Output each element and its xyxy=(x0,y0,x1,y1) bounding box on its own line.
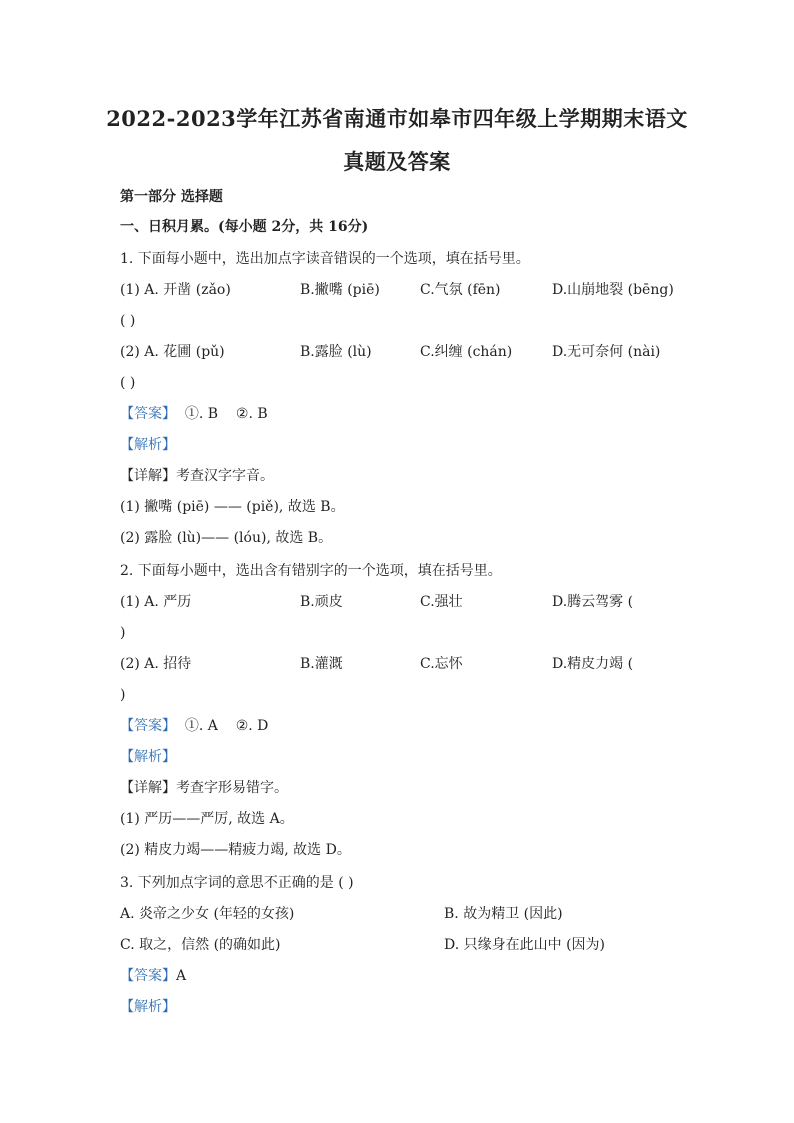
q2-detail-label: 【详解】 xyxy=(120,780,176,796)
q3-answer-label: 【答案】 xyxy=(120,968,176,984)
q1-row2-bracket: ( ) xyxy=(120,375,136,391)
q1-detail-2: (2) 露脸 (lù)—— (lóu), 故选 B。 xyxy=(120,530,333,546)
q1-row2-option-d: D.无可奈何 (nài) xyxy=(552,344,661,360)
part-heading: 第一部分 选择题 xyxy=(120,189,223,205)
q1-detail-line xyxy=(120,467,274,485)
q3-option-b: B. 故为精卫 (因此) xyxy=(444,906,563,922)
q1-row1-option-c: C.气氛 (fēn) xyxy=(420,282,501,298)
q1-answer-value: ①. B ②. B xyxy=(176,406,268,422)
q2-answer-line xyxy=(120,717,268,735)
q2-detail-1: (1) 严历——严厉, 故选 A。 xyxy=(120,811,294,827)
q1-analysis-label: 【解析】 xyxy=(120,437,176,453)
q1-row1-option-b: B.撇嘴 (piē) xyxy=(300,282,380,298)
q3-option-d: D. 只缘身在此山中 (因为) xyxy=(444,937,605,953)
q2-detail-2: (2) 精皮力竭——精疲力竭, 故选 D。 xyxy=(120,842,351,858)
q2-detail-line xyxy=(120,779,288,797)
q1-row1-option-d: D.山崩地裂 (bēng) xyxy=(552,282,674,298)
q2-analysis-label: 【解析】 xyxy=(120,749,176,765)
q3-option-c: C. 取之，信然 (的确如此) xyxy=(120,937,281,953)
q2-row1-option-a: (1) A. 严历 xyxy=(120,594,192,610)
q2-row2-option-d: D.精皮力竭 ( xyxy=(552,656,634,672)
q2-row1-option-d: D.腾云驾雾 ( xyxy=(552,594,634,610)
q2-row1-option-b: B.顽皮 xyxy=(300,594,343,610)
q1-answer-label: 【答案】 xyxy=(120,406,176,422)
document-title-line1: 2022-2023学年江苏省南通市如皋市四年级上学期期末语文 xyxy=(106,106,688,131)
q1-answer-line xyxy=(120,405,268,423)
q3-answer-value: A xyxy=(176,968,187,984)
q2-answer-label: 【答案】 xyxy=(120,718,176,734)
q2-row2-bracket: ) xyxy=(120,687,126,703)
q1-detail-1: (1) 撇嘴 (piē) —— (piě), 故选 B。 xyxy=(120,499,345,515)
q1-row2-option-c: C.纠缠 (chán) xyxy=(420,344,513,360)
q3-stem: 3. 下列加点字词的意思不正确的是 ( ) xyxy=(120,875,354,891)
q1-detail-text: 考查汉字字音。 xyxy=(176,468,274,484)
q2-row1-bracket: ) xyxy=(120,625,126,641)
q3-option-a: A. 炎帝之少女 (年轻的女孩) xyxy=(120,906,295,922)
q2-stem: 2. 下面每小题中，选出含有错别字的一个选项，填在括号里。 xyxy=(120,563,502,579)
q1-detail-label: 【详解】 xyxy=(120,468,176,484)
q1-row2-option-b: B.露脸 (lù) xyxy=(300,344,372,360)
q1-stem: 1. 下面每小题中，选出加点字读音错误的一个选项，填在括号里。 xyxy=(120,251,530,267)
q3-answer-line xyxy=(120,967,186,985)
q2-answer-value: ①. A ②. D xyxy=(176,718,269,734)
q2-row2-option-c: C.忘怀 xyxy=(420,656,463,672)
q2-row2-option-a: (2) A. 招待 xyxy=(120,656,192,672)
q1-row2-option-a: (2) A. 花圃 (pǔ) xyxy=(120,344,225,360)
q1-row1-bracket: ( ) xyxy=(120,313,136,329)
q1-row1-option-a: (1) A. 开凿 (zǎo) xyxy=(120,282,231,298)
document-title-line2: 真题及答案 xyxy=(343,149,451,174)
q2-row2-option-b: B.灌溉 xyxy=(300,656,343,672)
q2-row1-option-c: C.强壮 xyxy=(420,594,463,610)
group-heading: 一、日积月累。(每小题 2分，共 16分) xyxy=(120,219,369,235)
q3-analysis-label: 【解析】 xyxy=(120,999,176,1015)
q2-detail-text: 考查字形易错字。 xyxy=(176,780,288,796)
